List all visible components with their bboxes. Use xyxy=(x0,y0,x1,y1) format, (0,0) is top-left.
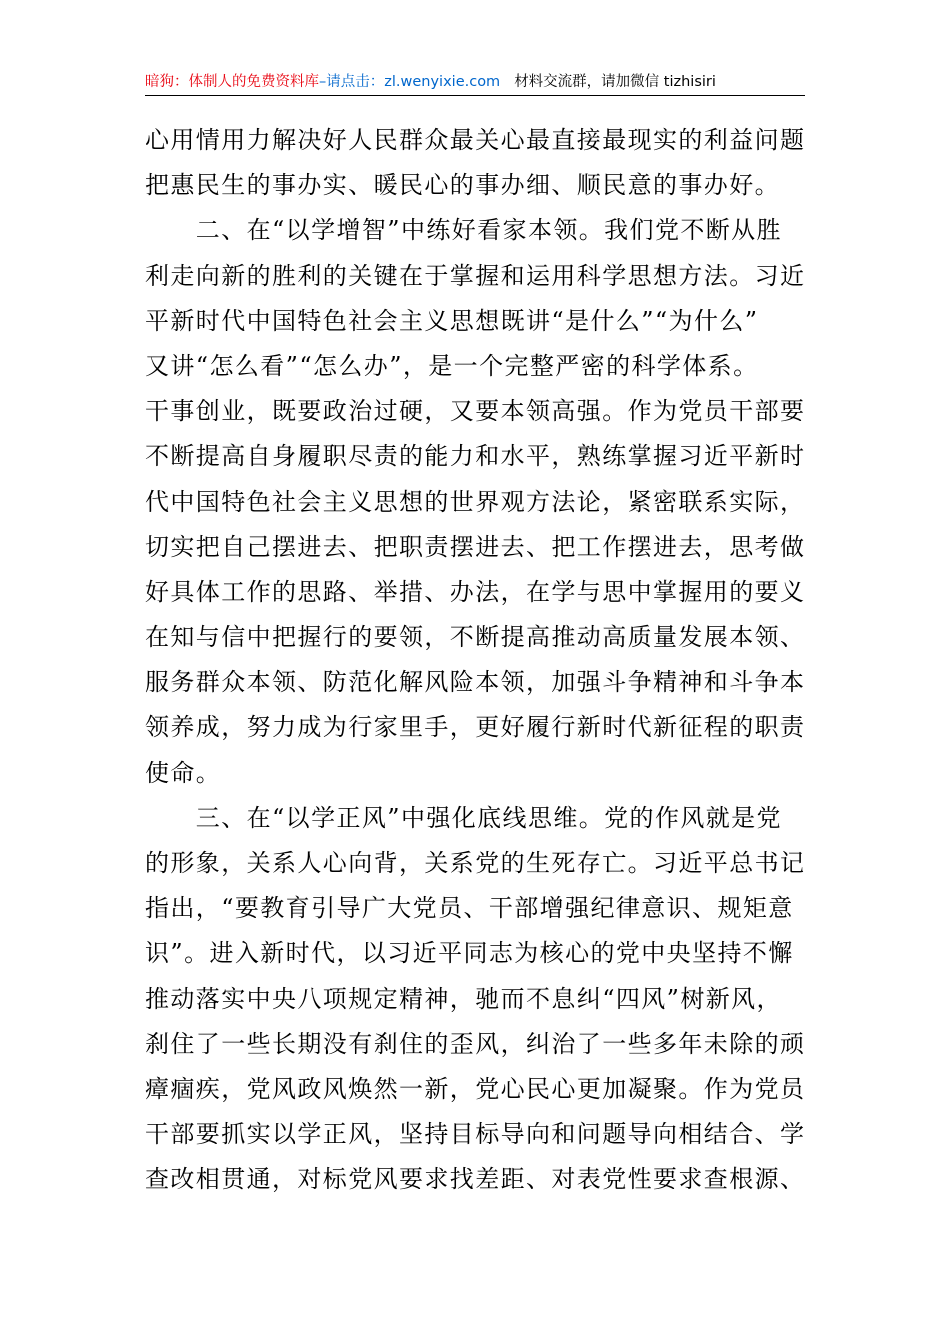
text-line: 干事创业，既要政治过硬，又要本领高强。作为党员干部要 xyxy=(145,397,805,426)
header-link-prefix: –请点击： xyxy=(319,74,385,90)
text-line: 三、在“以学正风”中强化底线思维。党的作风就是党 xyxy=(145,803,782,832)
header-brand-text: 暗狗：体制人的免费资料库 xyxy=(145,74,319,90)
text-line: 平新时代中国特色社会主义思想既讲“是什么”“为什么” xyxy=(145,306,759,335)
text-line: 的形象，关系人心向背，关系党的生死存亡。习近平总书记 xyxy=(145,849,805,877)
text-line: 查改相贯通，对标党风要求找差距、对表党性要求查根源、 xyxy=(145,1165,805,1194)
text-line: 不断提高自身履职尽责的能力和水平，熟练掌握习近平新时 xyxy=(145,442,805,471)
header-link[interactable]: zl.wenyixie.com xyxy=(384,74,501,90)
text-line: 代中国特色社会主义思想的世界观方法论，紧密联系实际， xyxy=(145,487,805,516)
text-line: 切实把自己摆进去、把职责摆进去、把工作摆进去，思考做 xyxy=(145,532,805,561)
header-wechat-text: 材料交流群，请加微信 tizhisiri xyxy=(514,74,716,90)
text-line: 刹住了一些长期没有刹住的歪风，纠治了一些多年未除的顽 xyxy=(145,1029,805,1058)
text-line: 服务群众本领、防范化解风险本领，加强斗争精神和斗争本 xyxy=(145,668,805,697)
text-line: 把惠民生的事办实、暖民心的事办细、顺民意的事办好。 xyxy=(145,171,780,200)
page-header xyxy=(145,70,805,96)
text-line: 识”。进入新时代，以习近平同志为核心的党中央坚持不懈 xyxy=(145,939,794,968)
text-line: 利走向新的胜利的关键在于掌握和运用科学思想方法。习近 xyxy=(145,261,805,290)
text-line: 二、在“以学增智”中练好看家本领。我们党不断从胜 xyxy=(145,216,782,245)
text-line: 瘴痼疾，党风政风焕然一新，党心民心更加凝聚。作为党员 xyxy=(145,1074,805,1103)
text-line: 推动落实中央八项规定精神，驰而不息纠“四风”树新风， xyxy=(145,984,782,1013)
text-line: 指出，“要教育引导广大党员、干部增强纪律意识、规矩意 xyxy=(145,894,794,923)
document-body xyxy=(145,118,805,1203)
text-line: 又讲“怎么看”“怎么办”，是一个完整严密的科学体系。 xyxy=(145,351,759,380)
text-line: 领养成，努力成为行家里手，更好履行新时代新征程的职责 xyxy=(145,713,805,742)
header-divider xyxy=(145,95,805,96)
text-line: 在知与信中把握行的要领，不断提高推动高质量发展本领、 xyxy=(145,623,805,652)
text-line: 心用情用力解决好人民群众最关心最直接最现实的利益问题 xyxy=(145,126,805,154)
text-line: 好具体工作的思路、举措、办法，在学与思中掌握用的要义 xyxy=(145,577,805,606)
text-line: 使命。 xyxy=(145,758,222,787)
text-line: 干部要抓实以学正风，坚持目标导向和问题导向相结合、学 xyxy=(145,1120,805,1149)
